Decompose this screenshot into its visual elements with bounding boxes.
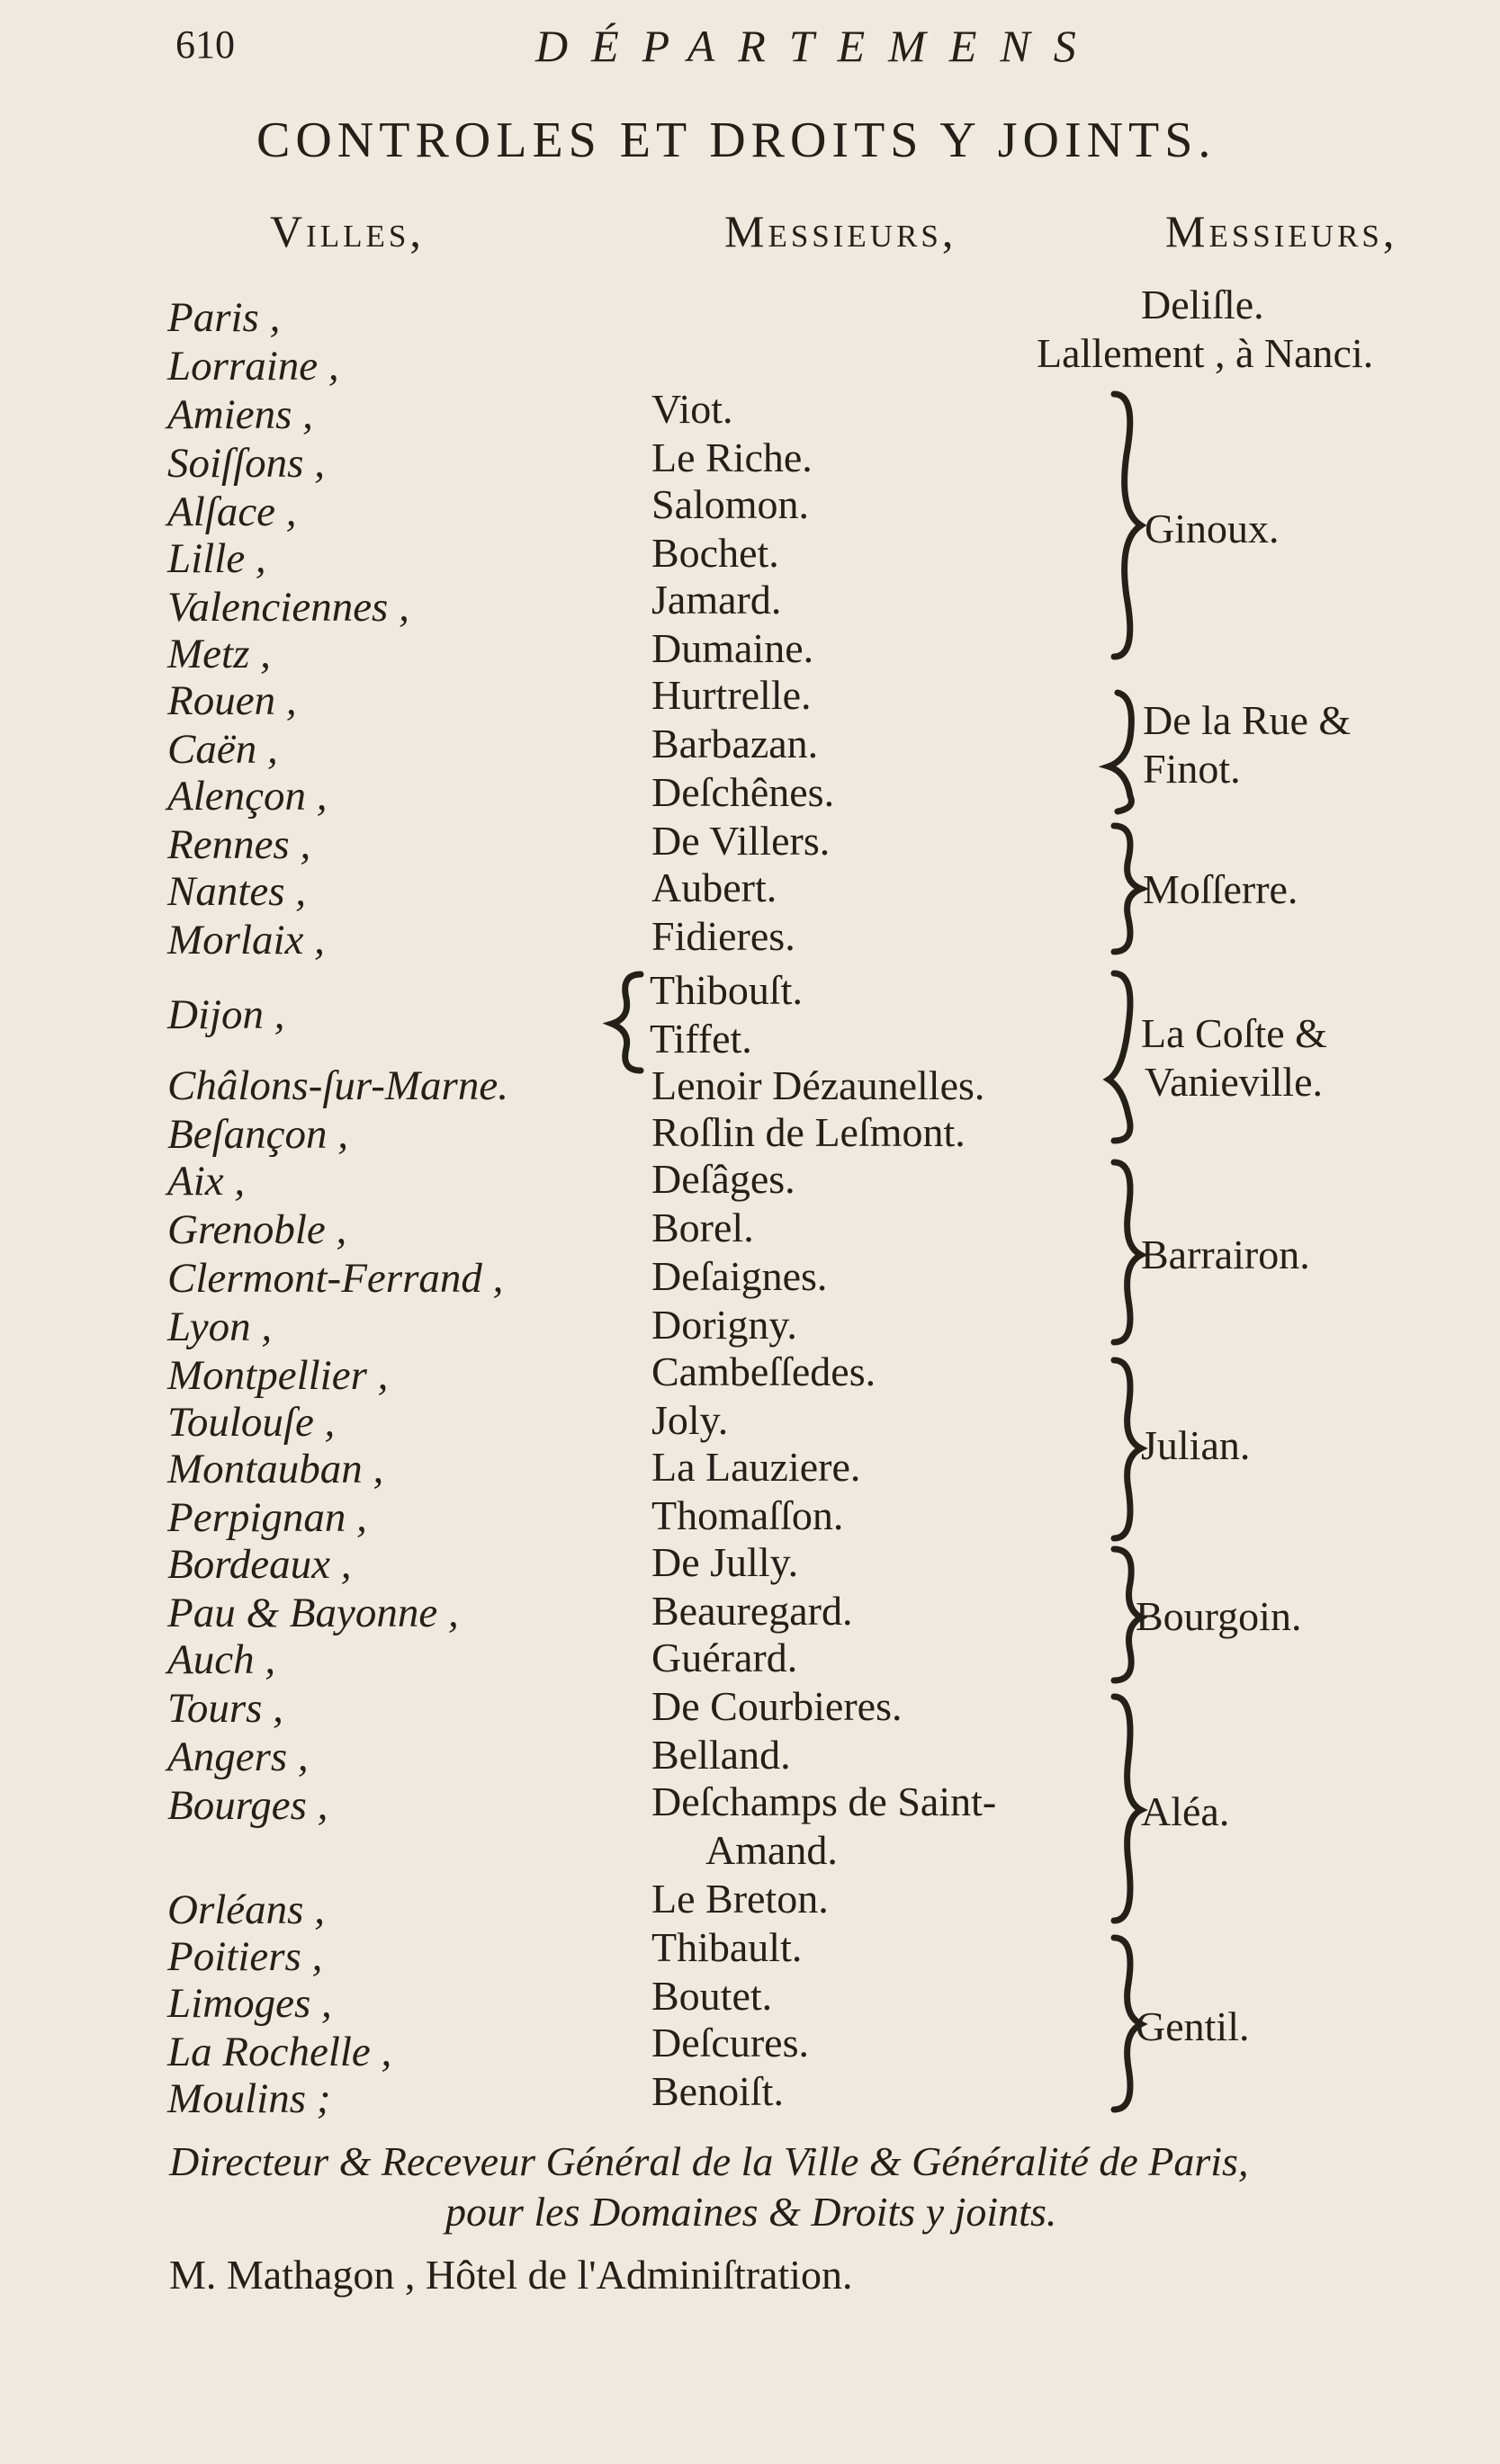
footer-mathagon: M. Mathagon , Hôtel de l'Adminiſtration. [169,2252,853,2298]
brace-left-dijon [612,974,641,1071]
controleur-entry: Le Riche. [651,435,813,480]
ville-entry: Moulins ; [167,2075,331,2122]
ville-entry: Morlaix , [167,917,325,963]
inspecteur-de-la-rue: De la Rue & [1143,697,1352,743]
brace-right-ginoux [1114,394,1141,657]
controleur-entry: Dumaine. [651,625,814,671]
controleur-entry: Benoiſt. [651,2068,784,2114]
ville-entry: Lorraine , [167,343,339,390]
ville-entry: Rennes , [167,821,311,868]
ville-entry: Metz , [167,631,271,677]
ville-entry: Caën , [167,726,278,773]
ville-entry: Lille , [167,535,266,582]
page-number: 610 [175,22,235,67]
footer-directeur: Directeur & Receveur Général de la Ville & Généralité de Paris, [169,2138,1249,2184]
brace-right-bourgoin [1114,1549,1141,1680]
brace-right-alea [1114,1697,1141,1921]
controleur-entry: De Courbieres. [651,1683,903,1729]
footer-domaines: pour les Domaines & Droits y joints. [445,2189,1057,2235]
controleur-entry: Dorigny. [651,1302,797,1348]
controleur-entry: Salomon. [651,481,810,527]
controleur-entry: Deſaignes. [651,1253,828,1299]
ville-entry: Tours , [167,1685,283,1732]
inspecteur-ginoux: Ginoux. [1145,506,1280,551]
controleur-entry: Le Breton. [651,1876,829,1922]
ville-entry: Montauban , [167,1446,384,1492]
ville-entry: Beſançon , [167,1111,348,1158]
controleur-entry: Joly. [651,1397,729,1443]
ville-entry: Lyon , [167,1304,273,1350]
brace-right-gentil [1114,1938,1141,2110]
controleur-entry: Deſchênes. [651,769,835,815]
controleur-entry: Deſâges. [651,1156,795,1202]
inspecteur-paris: Deliſle. [1141,282,1264,327]
inspecteur-finot: Finot. [1143,746,1241,792]
ville-entry: Alençon , [167,773,328,820]
section-title: CONTROLES ET DROITS Y JOINTS. [256,112,1217,168]
ville-entry: Bordeaux , [167,1541,352,1588]
controleur-entry: Borel. [651,1205,754,1250]
controleur-entry: Aubert. [651,865,777,910]
ville-entry: Nantes , [167,868,307,915]
ville-entry: Perpignan , [167,1494,367,1541]
controleur-entry: Boutet. [651,1973,773,2019]
ville-entry: Clermont-Ferrand , [167,1255,504,1302]
ville-entry: Toulouſe , [167,1399,336,1446]
running-title: DÉPARTEMENS [535,21,1100,71]
column-heading-messieurs-2: Messieurs, [1165,206,1398,256]
ville-entry: Châlons-ſur-Marne. [167,1062,508,1109]
controleur-entry: Roſlin de Leſmont. [651,1109,966,1155]
inspecteur-alea: Aléa. [1141,1788,1230,1834]
controleur-entry: Viot. [651,386,733,432]
ville-entry: Aix , [167,1158,246,1205]
controleur-entry: De Jully. [651,1539,799,1585]
controleur-entry: Thomaſſon. [651,1492,844,1538]
ville-entry: Bourges , [167,1782,328,1829]
controleur-entry: Deſcures. [651,2020,809,2065]
inspecteur-vanieville: Vanieville. [1145,1059,1323,1105]
ville-entry: Orléans , [167,1886,325,1933]
controleur-entry: Fidieres. [651,913,795,959]
column-heading-messieurs-1: Messieurs, [724,206,957,256]
controleur-entry: Beauregard. [651,1588,853,1634]
brace-right-la-coste [1109,973,1130,1141]
brace-right-mosserre [1114,826,1141,952]
controleur-entry: Thibault. [651,1924,803,1970]
ville-entry: Grenoble , [167,1206,347,1253]
inspecteur-barrairon: Barrairon. [1141,1232,1310,1277]
column-heading-villes: Villes, [270,206,425,256]
brace-right-de-la-rue [1109,693,1131,811]
controleur-entry: Belland. [651,1732,791,1778]
controleur-entry: Tiffet. [650,1016,752,1062]
controleur-entry: Guérard. [651,1635,798,1680]
brace-right-barrairon [1114,1162,1141,1342]
controleur-entry: De Villers. [651,818,831,864]
controleur-entry: Barbazan. [651,721,819,766]
inspecteur-lorraine: Lallement , à Nanci. [1037,330,1374,376]
ville-entry: Montpellier , [167,1352,389,1399]
brace-right-julian [1114,1360,1141,1538]
controleur-entry: La Lauziere. [651,1444,861,1490]
inspecteur-julian: Julian. [1141,1422,1251,1468]
controleur-entry: Amand. [705,1827,838,1873]
inspecteur-mosserre: Moſſerre. [1143,866,1298,912]
controleur-entry: Lenoir Dézaunelles. [651,1062,985,1108]
ville-entry: La Rochelle , [167,2029,392,2075]
ville-entry: Valenciennes , [167,584,409,631]
ville-entry: Rouen , [167,677,297,724]
controleur-entry: Bochet. [651,530,779,576]
controleur-entry: Hurtrelle. [651,672,812,718]
ville-entry: Pau & Bayonne , [167,1590,459,1636]
controleur-entry: Cambeſſedes. [651,1348,876,1394]
controleur-entry: Thibouſt. [650,967,803,1013]
ville-entry: Amiens , [167,391,313,438]
ville-entry: Poitiers , [167,1933,323,1980]
ville-entry: Soiſſons , [167,440,325,487]
ville-entry: Dijon , [167,991,285,1038]
controleur-entry: Deſchamps de Saint- [651,1779,997,1824]
inspecteur-la-coste: La Coſte & [1141,1010,1327,1056]
controleur-entry: Jamard. [651,577,782,623]
ville-entry: Limoges , [167,1980,332,2027]
inspecteur-gentil: Gentil. [1136,2003,1250,2049]
inspecteur-bourgoin: Bourgoin. [1136,1593,1302,1639]
ville-entry: Auch , [167,1636,276,1683]
ville-entry: Paris , [167,294,281,341]
ville-entry: Alſace , [167,488,297,535]
ville-entry: Angers , [167,1734,309,1780]
